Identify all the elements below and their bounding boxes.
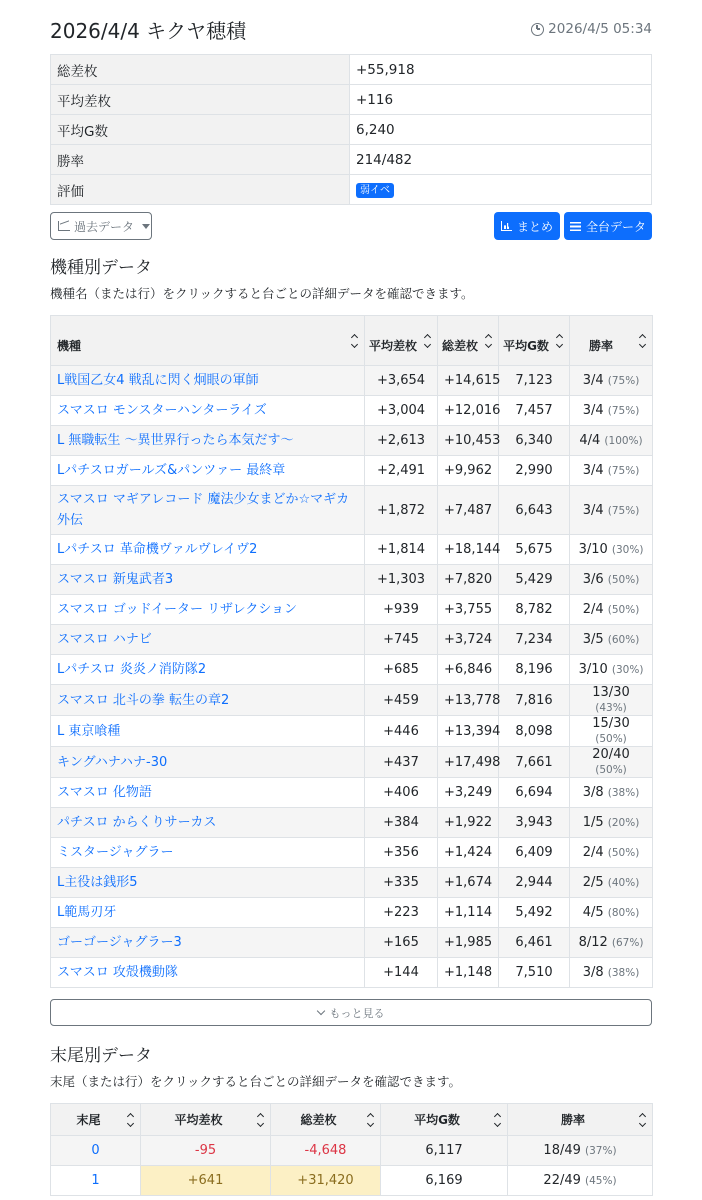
avg-diff-cell: +939	[365, 595, 438, 625]
winrate-cell	[570, 868, 653, 898]
total-diff-cell: +12,016	[438, 396, 499, 426]
avg-diff-cell: +1,814	[365, 535, 438, 565]
model-name-link[interactable]: L範馬刃牙	[51, 898, 365, 928]
avg-diff-cell: +1,303	[365, 565, 438, 595]
model-name-link[interactable]: L主役は銭形5	[51, 868, 365, 898]
avg-games-cell: 6,117	[381, 1136, 508, 1166]
history-dropdown-button[interactable]	[50, 212, 152, 240]
header-tail[interactable]: 末尾	[51, 1104, 141, 1136]
winrate-percent: (30%)	[611, 664, 644, 676]
show-more-button[interactable]	[50, 999, 652, 1026]
winrate-cell	[570, 486, 653, 535]
winrate-value: 3/10	[578, 662, 608, 677]
winrate-percent: (50%)	[595, 733, 627, 745]
avg-games-cell: 8,196	[499, 655, 570, 685]
model-name-link[interactable]: スマスロ ハナビ	[51, 625, 365, 655]
winrate-percent: (75%)	[607, 504, 640, 517]
winrate-percent: (75%)	[607, 375, 640, 387]
sort-icon	[367, 1114, 375, 1126]
total-diff-cell: +9,962	[438, 456, 499, 486]
winrate-value: 3/6	[582, 572, 604, 587]
table-row[interactable]	[51, 747, 653, 778]
header-total-diff[interactable]: 総差枚	[271, 1104, 381, 1136]
sort-icon	[485, 335, 493, 347]
table-row[interactable]	[51, 625, 653, 655]
model-name-link[interactable]: スマスロ 攻殻機動隊	[51, 958, 365, 988]
winrate-value: 3/8	[582, 965, 604, 980]
summary-value: 214/482	[350, 145, 652, 175]
models-table	[50, 315, 653, 988]
updated-timestamp	[531, 21, 652, 37]
rating-badge: 弱イベ	[356, 183, 394, 198]
total-diff-cell: +1,114	[438, 898, 499, 928]
total-diff-cell: +13,778	[438, 685, 499, 716]
table-row[interactable]	[51, 716, 653, 747]
avg-diff-cell: +446	[365, 716, 438, 747]
total-diff-cell: +17,498	[438, 747, 499, 778]
winrate-cell	[570, 366, 653, 396]
winrate-cell	[570, 426, 653, 456]
total-diff-cell: +1,148	[438, 958, 499, 988]
table-row[interactable]	[51, 928, 653, 958]
winrate-percent: (75%)	[607, 465, 640, 477]
summary-label: 平均G数	[51, 115, 350, 145]
avg-games-cell: 3,943	[499, 808, 570, 838]
sort-icon	[424, 335, 432, 347]
avg-diff-cell: +1,872	[365, 486, 438, 535]
avg-diff-cell: +144	[365, 958, 438, 988]
winrate-percent: (50%)	[595, 764, 627, 776]
total-diff-cell: +1,922	[438, 808, 499, 838]
sort-icon	[639, 1114, 647, 1126]
avg-diff-cell: +437	[365, 747, 438, 778]
winrate-percent: (38%)	[607, 787, 640, 799]
table-row[interactable]	[51, 366, 653, 396]
table-row[interactable]	[51, 396, 653, 426]
avg-diff-cell: -95	[141, 1136, 271, 1166]
winrate-percent: (50%)	[607, 574, 640, 586]
avg-games-cell: 6,643	[499, 486, 570, 535]
total-diff-cell: +1,985	[438, 928, 499, 958]
model-name-link[interactable]: Lパチスロ 革命機ヴァルヴレイヴ2	[51, 535, 365, 565]
summary-row-winrate	[51, 145, 652, 175]
page-header	[50, 0, 652, 54]
avg-games-cell: 6,409	[499, 838, 570, 868]
tails-section-description: 末尾（または行）をクリックすると台ごとの詳細データを確認できます。	[50, 1074, 462, 1089]
winrate-value: 3/10	[578, 542, 608, 557]
model-name-link[interactable]: スマスロ マギアレコード 魔法少女まどか☆マギカ外伝	[51, 486, 365, 535]
model-name-link[interactable]: L戦国乙女4 戦乱に閃く炯眼の軍師	[51, 366, 365, 396]
winrate-value: 3/8	[582, 785, 604, 800]
header-model[interactable]: 機種	[51, 316, 365, 366]
summary-label: 総差枚	[51, 55, 350, 85]
tails-table	[50, 1103, 653, 1196]
tail-link[interactable]: 1	[51, 1166, 141, 1196]
clock-icon	[531, 23, 544, 36]
winrate-cell	[570, 655, 653, 685]
winrate-percent: (43%)	[595, 702, 627, 714]
tail-link[interactable]: 0	[51, 1136, 141, 1166]
models-section-description: 機種名（または行）をクリックすると台ごとの詳細データを確認できます。	[50, 286, 474, 301]
show-more-label: もっと見る	[329, 1006, 385, 1020]
table-row[interactable]	[51, 868, 653, 898]
avg-games-cell: 5,675	[499, 535, 570, 565]
table-row[interactable]	[51, 655, 653, 685]
table-row[interactable]	[51, 958, 653, 988]
sort-icon	[639, 335, 647, 347]
winrate-value: 20/40	[592, 747, 630, 762]
table-row[interactable]	[51, 1136, 653, 1166]
avg-diff-cell: +335	[365, 868, 438, 898]
winrate-cell	[570, 595, 653, 625]
winrate-cell	[570, 928, 653, 958]
total-diff-cell: +31,420	[271, 1166, 381, 1196]
avg-games-cell: 5,492	[499, 898, 570, 928]
winrate-value: 4/4	[579, 433, 601, 448]
table-row[interactable]	[51, 808, 653, 838]
total-diff-cell: +14,615	[438, 366, 499, 396]
avg-games-cell: 7,123	[499, 366, 570, 396]
winrate-percent: (45%)	[585, 1175, 617, 1187]
all-machines-button[interactable]	[564, 212, 652, 240]
total-diff-cell: +1,424	[438, 838, 499, 868]
model-name-link[interactable]: ゴーゴージャグラー3	[51, 928, 365, 958]
winrate-cell	[508, 1136, 653, 1166]
timestamp-text: 2026/4/5 05:34	[548, 21, 652, 37]
summary-row-total	[51, 55, 652, 85]
header-avg-diff[interactable]: 平均差枚	[141, 1104, 271, 1136]
model-name-link[interactable]: スマスロ 化物語	[51, 778, 365, 808]
all-machines-button-label: 全台データ	[585, 219, 646, 234]
winrate-value: 3/4	[582, 373, 604, 388]
avg-diff-cell: +165	[365, 928, 438, 958]
table-row[interactable]	[51, 898, 653, 928]
avg-diff-cell: +745	[365, 625, 438, 655]
tails-table-body	[51, 1136, 653, 1196]
winrate-percent: (40%)	[607, 877, 640, 889]
avg-games-cell: 7,661	[499, 747, 570, 778]
winrate-value: 3/4	[582, 403, 604, 418]
summary-row-avg	[51, 85, 652, 115]
model-name-link[interactable]: Lパチスロ 炎炎ノ消防隊2	[51, 655, 365, 685]
model-name-link[interactable]: スマスロ 新鬼武者3	[51, 565, 365, 595]
winrate-percent: (67%)	[611, 937, 644, 949]
winrate-percent: (30%)	[611, 544, 644, 556]
line-chart-icon	[58, 221, 70, 231]
header-total-diff[interactable]: 総差枚	[438, 316, 499, 366]
winrate-percent: (50%)	[607, 847, 640, 859]
summary-value	[350, 175, 652, 205]
sort-icon	[556, 335, 564, 347]
winrate-percent: (50%)	[607, 604, 640, 616]
winrate-cell	[570, 808, 653, 838]
sort-icon	[494, 1114, 502, 1126]
model-name-link[interactable]: ミスタージャグラー	[51, 838, 365, 868]
sort-icon	[257, 1114, 265, 1126]
total-diff-cell: +3,724	[438, 625, 499, 655]
total-diff-cell: +3,249	[438, 778, 499, 808]
model-name-link[interactable]: パチスロ からくりサーカス	[51, 808, 365, 838]
winrate-cell	[570, 778, 653, 808]
avg-games-cell: 7,457	[499, 396, 570, 426]
summary-row-rating	[51, 175, 652, 205]
avg-games-cell: 8,782	[499, 595, 570, 625]
total-diff-cell: -4,648	[271, 1136, 381, 1166]
models-section-title: 機種別データ	[50, 258, 152, 278]
winrate-percent: (80%)	[607, 907, 640, 919]
avg-games-cell: 6,169	[381, 1166, 508, 1196]
summary-label: 評価	[51, 175, 350, 205]
winrate-value: 8/12	[578, 935, 608, 950]
caret-down-icon	[142, 224, 150, 229]
winrate-value: 3/4	[582, 463, 604, 478]
table-row[interactable]	[51, 685, 653, 716]
page-title: 2026/4/4 キクヤ穂積	[50, 19, 247, 43]
summary-button-label: まとめ	[516, 219, 553, 234]
winrate-cell	[570, 838, 653, 868]
list-icon	[570, 222, 581, 231]
avg-diff-cell: +356	[365, 838, 438, 868]
table-row[interactable]	[51, 565, 653, 595]
action-bar	[50, 205, 652, 249]
model-name-link[interactable]: スマスロ モンスターハンターライズ	[51, 396, 365, 426]
total-diff-cell: +10,453	[438, 426, 499, 456]
avg-diff-cell: +2,491	[365, 456, 438, 486]
total-diff-cell: +13,394	[438, 716, 499, 747]
models-table-body	[51, 366, 653, 988]
avg-games-cell: 7,816	[499, 685, 570, 716]
winrate-value: 15/30	[592, 716, 630, 731]
table-row[interactable]	[51, 535, 653, 565]
model-name-link[interactable]: L 無職転生 〜異世界行ったら本気だす〜	[51, 426, 365, 456]
sort-icon	[351, 335, 359, 347]
chevron-down-icon	[316, 1006, 324, 1014]
summary-button[interactable]	[494, 212, 560, 240]
model-name-link[interactable]: Lパチスロガールズ&パンツァー 最終章	[51, 456, 365, 486]
winrate-value: 4/5	[582, 905, 604, 920]
header-avg-games[interactable]: 平均G数	[499, 316, 570, 366]
tails-section-title: 末尾別データ	[50, 1046, 152, 1066]
table-row[interactable]	[51, 456, 653, 486]
winrate-cell	[570, 396, 653, 426]
winrate-cell	[570, 625, 653, 655]
avg-diff-cell: +685	[365, 655, 438, 685]
avg-games-cell: 7,510	[499, 958, 570, 988]
avg-games-cell: 6,340	[499, 426, 570, 456]
winrate-percent: (75%)	[607, 405, 640, 417]
summary-value: +116	[350, 85, 652, 115]
winrate-value: 13/30	[592, 685, 630, 700]
summary-value: +55,918	[350, 55, 652, 85]
total-diff-cell: +1,674	[438, 868, 499, 898]
winrate-percent: (60%)	[607, 634, 640, 646]
summary-table	[50, 54, 652, 205]
winrate-value: 18/49	[543, 1143, 581, 1158]
tails-header-row	[51, 1104, 653, 1136]
avg-games-cell: 2,990	[499, 456, 570, 486]
winrate-cell	[570, 456, 653, 486]
winrate-value: 1/5	[582, 815, 604, 830]
table-row[interactable]	[51, 595, 653, 625]
model-name-link[interactable]: スマスロ ゴッドイーター リザレクション	[51, 595, 365, 625]
page	[50, 0, 652, 1188]
total-diff-cell: +7,487	[438, 486, 499, 535]
winrate-cell	[570, 685, 653, 716]
winrate-value: 2/5	[582, 875, 604, 890]
avg-games-cell: 2,944	[499, 868, 570, 898]
sort-icon	[127, 1114, 135, 1126]
winrate-cell	[508, 1166, 653, 1196]
winrate-percent: (37%)	[585, 1145, 617, 1157]
history-button-label: 過去データ	[74, 219, 135, 234]
summary-row-games	[51, 115, 652, 145]
avg-diff-cell: +459	[365, 685, 438, 716]
avg-games-cell: 6,461	[499, 928, 570, 958]
total-diff-cell: +3,755	[438, 595, 499, 625]
model-name-link[interactable]: スマスロ 北斗の拳 転生の章2	[51, 685, 365, 716]
winrate-cell	[570, 747, 653, 778]
winrate-value: 2/4	[582, 602, 604, 617]
avg-diff-cell: +641	[141, 1166, 271, 1196]
total-diff-cell: +6,846	[438, 655, 499, 685]
total-diff-cell: +7,820	[438, 565, 499, 595]
table-row[interactable]	[51, 778, 653, 808]
avg-diff-cell: +3,004	[365, 396, 438, 426]
winrate-value: 3/4	[582, 502, 604, 518]
avg-diff-cell: +3,654	[365, 366, 438, 396]
models-header-row	[51, 316, 653, 366]
header-winrate[interactable]: 勝率	[570, 316, 653, 366]
winrate-cell	[570, 716, 653, 747]
model-name-link[interactable]: L 東京喰種	[51, 716, 365, 747]
winrate-percent: (38%)	[607, 967, 640, 979]
winrate-cell	[570, 535, 653, 565]
table-row[interactable]	[51, 838, 653, 868]
winrate-value: 22/49	[543, 1173, 581, 1188]
winrate-percent: (100%)	[604, 435, 643, 447]
winrate-value: 3/5	[582, 632, 604, 647]
bar-chart-icon	[501, 221, 512, 231]
model-name-link[interactable]: キングハナハナ-30	[51, 747, 365, 778]
avg-games-cell: 8,098	[499, 716, 570, 747]
table-row[interactable]	[51, 426, 653, 456]
avg-diff-cell: +223	[365, 898, 438, 928]
winrate-cell	[570, 898, 653, 928]
total-diff-cell: +18,144	[438, 535, 499, 565]
winrate-cell	[570, 565, 653, 595]
header-winrate[interactable]: 勝率	[508, 1104, 653, 1136]
winrate-cell	[570, 958, 653, 988]
summary-label: 勝率	[51, 145, 350, 175]
summary-label: 平均差枚	[51, 85, 350, 115]
winrate-value: 2/4	[582, 845, 604, 860]
winrate-percent: (20%)	[607, 817, 640, 829]
avg-diff-cell: +384	[365, 808, 438, 838]
avg-games-cell: 6,694	[499, 778, 570, 808]
avg-diff-cell: +406	[365, 778, 438, 808]
header-avg-games[interactable]: 平均G数	[381, 1104, 508, 1136]
header-avg-diff[interactable]: 平均差枚	[365, 316, 438, 366]
table-row[interactable]	[51, 1166, 653, 1196]
avg-diff-cell: +2,613	[365, 426, 438, 456]
table-row[interactable]	[51, 486, 653, 535]
avg-games-cell: 5,429	[499, 565, 570, 595]
summary-value: 6,240	[350, 115, 652, 145]
avg-games-cell: 7,234	[499, 625, 570, 655]
